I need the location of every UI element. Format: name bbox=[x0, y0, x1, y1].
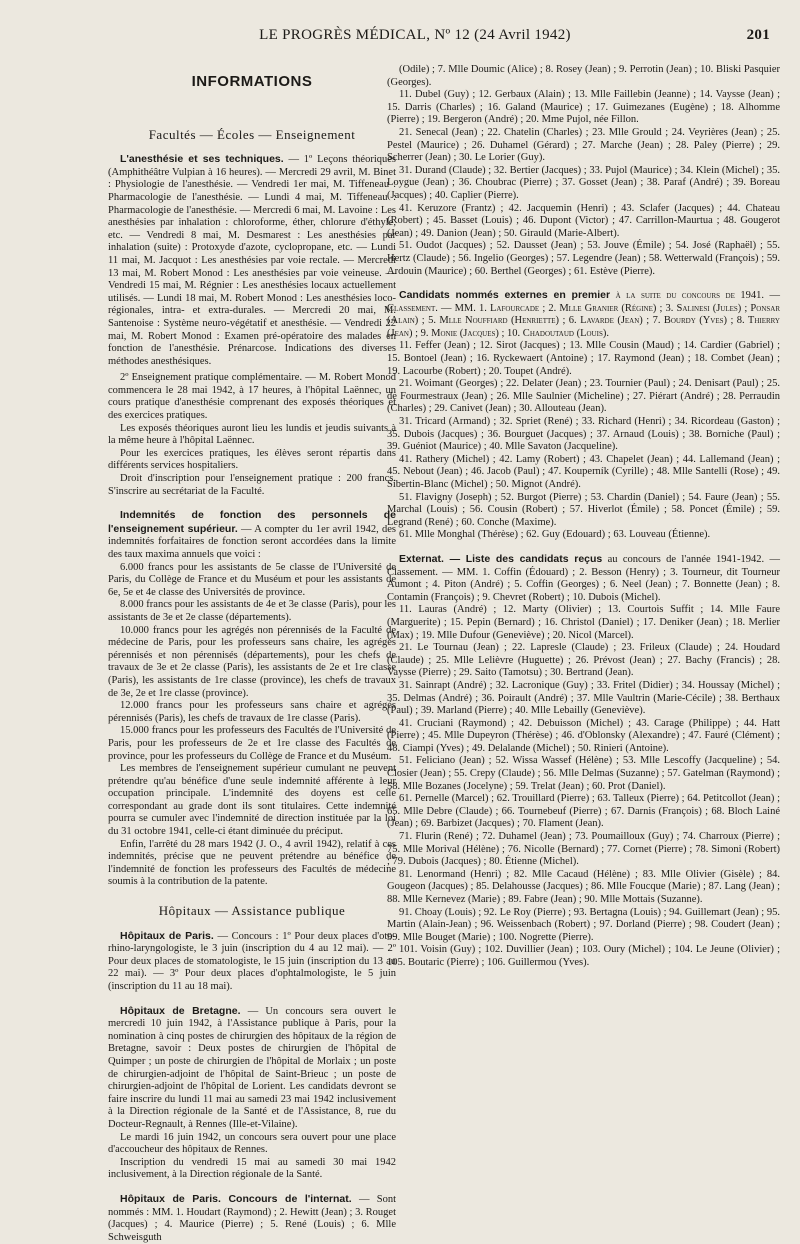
paragraph: Les exposés théoriques auront lieu les lundis et jeudis suivants à la même heure à l'hôpital Laënnec. bbox=[108, 422, 396, 447]
paragraph: 91. Choay (Louis) ; 92. Le Roy (Pierre) ; 93. Bertagna (Louis) ; 94. Guillemart (Jean) ; 95. Martin (Alain-Jean) ; 96. Weissenbach (Robert) ; 97. Dorland (Pierre) ; 98. Coudert (Jean) ; 99. Mlle Bouget (Marie) ; 100. Nogrette (Pierre). bbox=[387, 906, 780, 943]
right-column bbox=[387, 64, 780, 970]
paragraph: 11. Lauras (André) ; 12. Marty (Olivier) ; 13. Courtois Suffit ; 14. Mlle Faure (Marguerite) ; 15. Pepin (Bernard) ; 16. Christol (Daniel) ; 17. Deniker (Jean) ; 18. Merlier (Max) ; 19. Mlle Dufour (Geneviève) ; 20. Nicol (Marcel). bbox=[387, 604, 780, 641]
section-heading-informations: INFORMATIONS bbox=[191, 73, 313, 90]
paragraph: 11. Dubel (Guy) ; 12. Gerbaux (Alain) ; 13. Mlle Faillebin (Jeanne) ; 14. Vaysse (Jean) ; 15. Darris (Charles) ; 16. Galand (Maurice) ; 17. Guimezanes (Eugène) ; 18. Alhomme (Pierre) ; 19. Bergeron (André) ; 20. Mme Pujol, née Fillon. bbox=[387, 89, 780, 126]
paragraph: 21. Le Tournau (Jean) ; 22. Lapresle (Claude) ; 23. Frileux (Claude) ; 24. Houdard (Claude) ; 25. Mlle Lelièvre (Huguette) ; 26. Prévost (Jean) ; 27. Bachy (Francis) ; 28. Vaysse (Pierre) ; 29. Saito (Tamotsu) ; 30. Bertrand (Jean). bbox=[387, 642, 780, 679]
paragraph-lead: Hôpitaux de Bretagne. bbox=[120, 1004, 241, 1017]
paragraph-lead: Hôpitaux de Paris. bbox=[120, 929, 214, 942]
paragraph: 21. Senecal (Jean) ; 22. Chatelin (Charles) ; 23. Mlle Grould ; 24. Veyrières (Jean) ; 25. Pestel (Maurice) ; 26. Duhamel (Gérard) ; 27. Marche (Jean) ; 28. Paley (Pierre) ; 29. Scherrer (Jean) ; 30. Le Lorier (Guy). bbox=[387, 126, 780, 164]
running-header bbox=[60, 27, 770, 47]
paragraph: 31. Tricard (Armand) ; 32. Spriet (René) ; 33. Richard (Henri) ; 34. Ricordeau (Gaston) ; 35. Dubois (Jacques) ; 36. Bourguet (Jacques) ; 37. Arnaud (Louis) ; 38. Borniche (Paul) ; 39. Guéniot (Maurice) ; 40. Mlle Savaton (Jacqueline). bbox=[387, 416, 780, 453]
left-column bbox=[108, 62, 396, 1244]
paragraph: 81. Lenormand (Henri) ; 82. Mlle Cacaud (Hélène) ; 83. Mlle Olivier (Gisèle) ; 84. Gougeon (Jacques) ; 85. Delahousse (Jacques) ; 86. Mlle Foucque (Marie) ; 87. Lang (Jean) ; 88. Mlle Kernevez (Marie) ; 89. Fabre (Jean) ; 90. Mlle Mottais (Suzanne). bbox=[387, 868, 780, 905]
paragraph: Le mardi 16 juin 1942, un concours sera ouvert pour une place d'accoucheur des hôpitaux de Rennes. bbox=[108, 1131, 396, 1156]
paragraph: 12.000 francs pour les professeurs sans chaire et agrégés pérennisés (Paris), les chefs de travaux de 1re classe (Paris). bbox=[108, 700, 396, 724]
paragraph: 8.000 francs pour les assistants de 4e et 3e classe (Paris), pour les assistants de 3e et 2e classe (départements). bbox=[108, 599, 396, 623]
paragraph: 15.000 francs pour les professeurs des Facultés de l'Université de Paris, pour les professeurs de 2e et 1re classe des Facultés de province, pour les professeurs du Collège de France et du Muséum. bbox=[108, 725, 396, 762]
paragraph: L'anesthésie et ses techniques. — 1º Leçons théoriques (Amphithéâtre Vulpian à 16 heures). — Mercredi 29 avril, M. Binet : Physiologie de l'anesthésie. — Vendredi 1er mai, M. Tiffeneau : Pharmacologie de l'anesthésie. — Lundi 4 mai, M. Tiffeneau : Pharmacologie de l'anesthésie. — Mercredi 6 mai, M. Lavoine : Les anesthésies par inhalation : chloroforme, éther, chlorure d'éthyle, etc. — Vendredi 8 mai, M. Desmarest : Les anesthésies par inhalation (suite) : Protoxyde d'azote, cyclopropane, etc. — Lundi 11 mai, M. Jacquot : Les anesthésies par voie rectale. — Mercredi 13 mai, M. Robert Monod : Les anesthésies par voie veineuse. — Vendredi 15 mai, M. Régnier : Les anesthésies locaux actuellement utilisés. — Lundi 18 mai, M. Robert Monod : Les anesthésies loco-régionales, intra- et extra-durales. — Mercredi 20 mai, M. Santenoise : Système neuro-végétatif et anesthésie. — Vendredi 22 mai, M. Robert Monod : Examen pré-opératoire des malades en fonction de l'anesthésie. Prénarcose. Indications des diverses méthodes anesthésiques. bbox=[108, 153, 396, 367]
paragraph: 51. Oudot (Jacques) ; 52. Dausset (Jean) ; 53. Jouve (Émile) ; 54. José (Raphaël) ; 55. Hertz (Claude) ; 56. Ingelio (Georges) ; 57. Legendre (Jean) ; 58. Wetterwald (François) ; 59. Ardouin (Maurice) ; 60. Berthel (Georges) ; 61. Estève (Pierre). bbox=[387, 240, 780, 277]
page-number: 201 bbox=[746, 27, 770, 43]
paragraph: Hôpitaux de Paris. Concours de l'internat. — Sont nommés : MM. 1. Houdart (Raymond) ; 2. Hewitt (Jean) ; 3. Rouget (Jacques) ; 4. Maurice (Pierre) ; 5. René (Louis) ; 6. Mlle Schweisguth bbox=[108, 1192, 397, 1243]
paragraph: Candidats nommés externes en premier à la suite du concours de 1941. — Classement. — MM. 1. Lafourcade ; 2. Mlle Granier (Régine) ; 3. Salinesi (Jules) ; Ponsar (Alain) ; 5. Mlle Nouffiard (Henriette) ; 6. Lavarde (Jean) ; 7. Bourdy (Yves) ; 8. Thierry (Jean) ; 9. Monie (Jacques) ; 10. Chadoutaud (Louis). bbox=[387, 289, 781, 339]
paragraph: 6.000 francs pour les assistants de 5e classe de l'Université de Paris, du Collège de France et du Muséum et pour les assistants de 6e, 5e et 4e classe des Universités de province. bbox=[108, 561, 396, 598]
paragraph: Hôpitaux de Paris. — Concours : 1º Pour deux places d'oto-rhino-laryngologiste, le 3 juin (inscription du 4 au 12 mai). — 2º Pour deux places de stomatologiste, le 15 juin (inscription du 13 au 22 mai). — 3º Pour deux places d'ophtalmologiste, le 5 juin (inscription du 11 au 18 mai). bbox=[108, 929, 397, 992]
paragraph: 61. Pernelle (Marcel) ; 62. Trouillard (Pierre) ; 63. Talleux (Pierre) ; 64. Petitcollot (Jean) ; 65. Mlle Debre (Claude) ; 66. Tournebeuf (Pierre) ; 67. Darnis (François) ; 68. Bloch Lainé (Jean) ; 69. Barbizet (Jacques) ; 70. Flament (Jean). bbox=[387, 793, 780, 830]
paragraph: 31. Durand (Claude) ; 32. Bertier (Jacques) ; 33. Pujol (Maurice) ; 34. Klein (Michel) ; 35. Loygue (Jean) ; 36. Choubrac (Pierre) ; 37. Gosset (Jean) ; 38. Paraf (André) ; 39. Boreau (Jacques) ; 40. Caplier (Pierre). bbox=[387, 164, 780, 201]
paragraph: Externat. — Liste des candidats reçus au concours de l'année 1941-1942. — Classement. — MM. 1. Coffin (Édouard) ; 2. Besson (Henry) ; 3. Tourneur, dit Tourneur Aumont ; 4. Piton (André) ; 5. Coffin (Georges) ; 6. Neel (Jean) ; 7. Bonnette (Jean) ; 8. Contamin (François) ; 9. Chevret (Robert) ; 10. Dubois (Michel). bbox=[387, 552, 781, 603]
paragraph: 71. Flurin (René) ; 72. Duhamel (Jean) ; 73. Poumailloux (Guy) ; 74. Charroux (Pierre) ; 75. Mlle Morival (Hélène) ; 76. Nicolle (Bernard) ; 77. Cornet (Pierre) ; 78. Simoni (Robert) ; 79. Dubois (Jacques) ; 80. Étienne (Michel). bbox=[387, 831, 780, 868]
paragraph: Enfin, l'arrêté du 28 mars 1942 (J. O., 4 avril 1942), relatif à ces indemnités, précise que ne peuvent prétendre au bénéfice de l'indemnité de fonction les professeurs des Facultés de médecine soumis à la contribution de la patente. bbox=[108, 838, 396, 888]
paragraph: 10.000 francs pour les agrégés non pérennisés de la Faculté de médecine de Paris, pour les professeurs sans chaire, les agrégés pérennisés et non pérennisés (départements), pour les chefs de travaux de 3e et 2e classe (Paris), les assistants de 2e et 1re classe (Paris), les assistants de 1re classe (province), les chefs de travaux de 3e, 2e et 1re classe (province). bbox=[108, 624, 396, 699]
paragraph-lead: Indemnités de fonction des personnels de l'enseignement supérieur. bbox=[108, 509, 396, 535]
paragraph: 11. Feffer (Jean) ; 12. Sirot (Jacques) ; 13. Mlle Cousin (Maud) ; 14. Cardier (Gabriel) ; 15. Bontoel (Jean) ; 16. Ryckewaert (Antoine) ; 17. Raymond (Jean) ; 18. Combet (Jean) ; 19. Lacourbe (Robert) ; 20. Toupet (André). bbox=[387, 340, 780, 377]
paragraph: 41. Cruciani (Raymond) ; 42. Debuisson (Michel) ; 43. Carage (Philippe) ; 44. Hatt (Pierre) ; 45. Mlle Dupeyron (Thérèse) ; 46. d'Oblonsky (Alexandre) ; 47. Fauré (Clément) ; 48. Ciampi (Yves) ; 49. Delalande (Michel) ; 50. Rinieri (Antoine). bbox=[387, 717, 780, 754]
paragraph-lead: Hôpitaux de Paris. Concours de l'internat. bbox=[120, 1192, 352, 1205]
paragraph: 101. Voisin (Guy) ; 102. Duvillier (Jean) ; 103. Oury (Michel) ; 104. Le Jeune (Olivier) ; 105. Boutaric (Pierre) ; 106. Guillermou (Yves). bbox=[387, 944, 780, 968]
section-hopitaux: Hôpitaux — Assistance publique bbox=[158, 903, 346, 919]
paragraph: 51. Feliciano (Jean) ; 52. Wissa Wassef (Hélène) ; 53. Mlle Lescoffy (Jacqueline) ; 54. Closier (Jean) ; 55. Crepy (Claude) ; 56. Mlle Delmas (Suzanne) ; 57. Gatelman (Raymond) ; 58. Mlle Bozanes (Jocelyne) ; 59. Trelat (Jean) ; 60. Prot (Daniel). bbox=[387, 755, 780, 792]
paragraph: Indemnités de fonction des personnels de l'enseignement supérieur. — A compter du 1er avril 1942, des indemnités forfaitaires de fonction seront accordées dans la limite des taux maxima annuels que voici : bbox=[108, 509, 396, 560]
paragraph: 31. Sainrapt (André) ; 32. Lacronique (Guy) ; 33. Fritel (Didier) ; 34. Houssay (Michel) ; 35. Delmas (André) ; 36. Poirault (André) ; 37. Mlle Vaultrin (Marie-Cécile) ; 38. Berthaux (Paul) ; 39. Marland (Pierre) ; 40. Mlle Lebailly (Geneviève). bbox=[387, 679, 780, 717]
paragraph: 41. Keruzore (Frantz) ; 42. Jacquemin (Henri) ; 43. Sclafer (Jacques) ; 44. Chateau (Robert) ; 45. Basset (Louis) ; 46. Dupont (Victor) ; 47. Carrillon-Maurtua ; 48. Gougerot (Jean) ; 49. Danion (Jean) ; 50. Girauld (Marie-Albert). bbox=[387, 202, 780, 239]
paragraph: Droit d'inscription pour l'enseignement pratique : 200 francs. S'inscrire au secrétariat de la Faculté. bbox=[108, 473, 396, 497]
paragraph: 61. Mlle Monghal (Thérèse) ; 62. Guy (Edouard) ; 63. Louveau (Étienne). bbox=[399, 529, 711, 541]
paragraph-lead: Candidats nommés externes en premier bbox=[399, 289, 611, 302]
paragraph: 2º Enseignement pratique complémentaire. — M. Robert Monod commencera le 28 mai 1942, à 17 heures, à l'hôpital Laënnec, un cours pratique d'anesthésie comprenant des exposés théoriques et des exercices pratiques. bbox=[108, 372, 396, 422]
paragraph: Les membres de l'enseignement supérieur cumulant ne peuvent prétendre qu'au bénéfice d'une seule indemnité afférente à leur occupation principale. L'indemnité des doyens est celle correspondant au grade dont ils sont titulaires. Cette indemnité pourra se cumuler avec l'indemnité de direction instituée par la loi du 31 octobre 1941, celle-ci étant diminuée du préciput. bbox=[108, 763, 396, 838]
paragraph: 21. Woimant (Georges) ; 22. Delater (Jean) ; 23. Tournier (Paul) ; 24. Denisart (Paul) ; 25. de Fourmestraux (Jean) ; 26. Mlle Saulnier (Micheline) ; 27. Piérart (André) ; 28. Perraudin (Charles) ; 29. Canivet (Jean) ; 30. Allouteau (Jean). bbox=[387, 378, 780, 415]
paragraph-lead: L'anesthésie et ses techniques. bbox=[120, 153, 284, 166]
paragraph: 41. Rathery (Michel) ; 42. Lamy (Robert) ; 43. Chapelet (Jean) ; 44. Lallemand (Jean) ; 45. Nebout (Jean) ; 46. Jacob (Paul) ; 47. Kouperník (Cyrille) ; 48. Mlle Santelli (Rose) ; 49. Sibertin-Blanc (Michel) ; 50. Mignot (André). bbox=[387, 453, 780, 490]
paragraph: Inscription du vendredi 15 mai au samedi 30 mai 1942 inclusivement, à la Direction régionale de la Santé. bbox=[108, 1156, 396, 1181]
paragraph: 51. Flavigny (Joseph) ; 52. Burgot (Pierre) ; 53. Chardin (Daniel) ; 54. Faure (Jean) ; 55. Marchal (Louis) ; 56. Cousin (Robert) ; 57. Hiverlot (Émile) ; 58. Poncet (Émile) ; 59. Legrand (René) ; 60. Conche (Maxime). bbox=[387, 491, 780, 528]
section-facultes: Facultés — Écoles — Enseignement bbox=[148, 126, 356, 142]
paragraph: (Odile) ; 7. Mlle Doumic (Alice) ; 8. Rosey (Jean) ; 9. Perrotin (Jean) ; 10. Bliski Pasquier (Georges). bbox=[387, 64, 780, 88]
paragraph: Hôpitaux de Bretagne. — Un concours sera ouvert le mercredi 10 juin 1942, à l'Assistance publique à Paris, pour la nomination à cinq postes de chirurgien des hôpitaux de la région de Bretagne, savoir : Deux postes de chirurgien de l'hôpital de Quimper ; un poste de chirurgien de l'hôpital de Morlaix ; un poste de chirurgien-adjoint de l'hôpital de Saint-Brieuc ; un poste de chirurgien-adjoint de l'hôpital de Lorient. Les candidats devront se faire inscrire du lundi 11 mai au samedi 23 mai 1942 inclusivement à la Direction régionale de la Santé et de l'Assistance, 8, rue du Docteur-Regnault, à Rennes (Ille-et-Vilaine). bbox=[108, 1004, 397, 1130]
journal-title: LE PROGRÈS MÉDICAL, Nº 12 (24 Avril 1942) bbox=[259, 27, 571, 43]
paragraph-lead: Externat. — Liste des candidats reçus bbox=[399, 552, 603, 565]
paragraph: Pour les exercices pratiques, les élèves seront répartis dans différents services hospitaliers. bbox=[108, 447, 396, 472]
